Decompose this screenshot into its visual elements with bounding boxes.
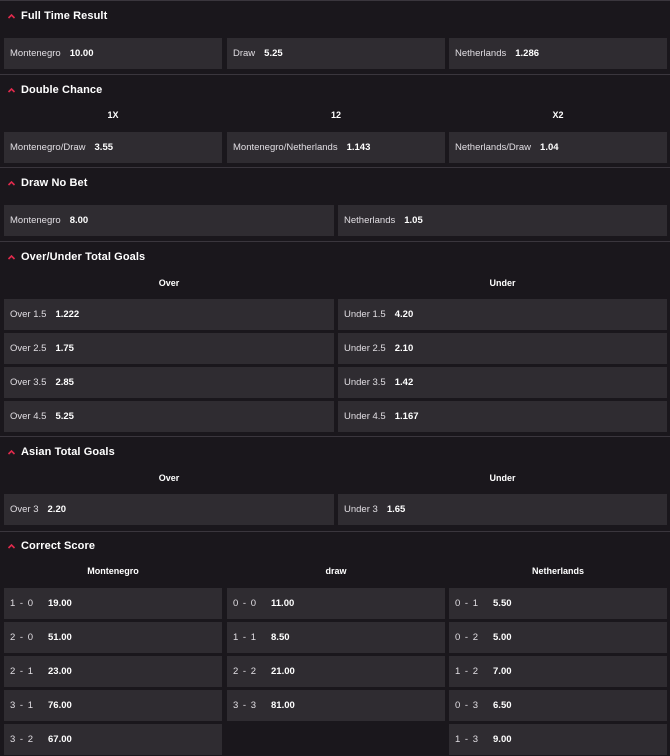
odds-button-over[interactable] <box>4 333 334 364</box>
score-button[interactable] <box>4 724 222 755</box>
odds-value: 76.00 <box>48 700 72 711</box>
odds-value: 2.85 <box>55 377 74 388</box>
selection-label: Over 3 <box>10 504 39 515</box>
odds-button-over[interactable] <box>4 367 334 398</box>
score-button[interactable] <box>449 656 667 687</box>
odds-value: 2.20 <box>47 504 67 515</box>
section-title: Asian Total Goals <box>21 446 115 458</box>
odds-value: 10.00 <box>69 48 94 59</box>
selection-label: Draw <box>233 48 256 59</box>
selection-label: Montenegro/Netherlands <box>233 142 338 153</box>
score-label: 1 - 3 <box>455 734 480 745</box>
column-header-netherlands: Netherlands <box>531 566 584 576</box>
column-header-under: Under <box>489 278 516 288</box>
score-label: 0 - 1 <box>455 598 480 609</box>
correct-score-section <box>0 531 670 756</box>
odds-button-montenegro[interactable] <box>4 38 222 69</box>
odds-button-under[interactable] <box>338 401 667 432</box>
score-label: 0 - 0 <box>233 598 258 609</box>
selection-label: Under 3.5 <box>344 377 386 388</box>
odds-value: 81.00 <box>271 700 295 711</box>
chevron-up-icon <box>7 542 16 551</box>
selection-label: Under 3 <box>344 504 378 515</box>
score-label: 0 - 3 <box>455 700 480 711</box>
draw-no-bet-header[interactable] <box>0 169 670 197</box>
odds-button-netherlands[interactable] <box>449 38 667 69</box>
score-button[interactable] <box>227 690 445 721</box>
asian-total-header[interactable] <box>0 438 670 466</box>
odds-value: 8.50 <box>271 632 290 643</box>
odds-value: 5.00 <box>493 632 512 643</box>
odds-value: 1.75 <box>55 343 74 354</box>
odds-button-over[interactable] <box>4 299 334 330</box>
selection-label: Netherlands/Draw <box>455 142 532 153</box>
column-header: X2 <box>552 110 564 120</box>
odds-button-over[interactable] <box>4 401 334 432</box>
score-label: 1 - 2 <box>455 666 480 677</box>
odds-value: 19.00 <box>48 598 72 609</box>
section-title: Over/Under Total Goals <box>21 251 146 263</box>
double-chance-section <box>0 74 670 167</box>
section-title: Correct Score <box>21 540 96 552</box>
score-label: 3 - 2 <box>10 734 35 745</box>
odds-value: 5.50 <box>493 598 512 609</box>
odds-value: 5.25 <box>55 411 74 422</box>
odds-value: 1.42 <box>394 377 414 388</box>
score-label: 3 - 1 <box>10 700 35 711</box>
score-button[interactable] <box>449 724 667 755</box>
odds-value: 5.25 <box>264 48 283 59</box>
score-button[interactable] <box>4 622 222 653</box>
selection-label: Over 1.5 <box>10 309 47 320</box>
odds-button-over-3[interactable] <box>4 494 334 525</box>
score-label: 2 - 1 <box>10 666 35 677</box>
odds-value: 21.00 <box>271 666 295 677</box>
odds-value: 8.00 <box>69 215 89 226</box>
odds-button-under[interactable] <box>338 367 667 398</box>
selection-label: Over 4.5 <box>10 411 47 422</box>
score-label: 0 - 2 <box>455 632 480 643</box>
odds-value: 67.00 <box>48 734 72 745</box>
score-button[interactable] <box>4 690 222 721</box>
odds-value: 3.55 <box>94 142 114 153</box>
selection-label: Netherlands <box>455 48 507 59</box>
correct-score-header[interactable] <box>0 532 670 560</box>
odds-value: 1.286 <box>515 48 540 59</box>
odds-value: 7.00 <box>493 666 512 677</box>
chevron-up-icon <box>7 179 16 188</box>
score-button[interactable] <box>227 588 445 619</box>
odds-value: 1.222 <box>55 309 80 320</box>
chevron-up-icon <box>7 86 16 95</box>
selection-label: Montenegro <box>10 48 61 59</box>
selection-label: Montenegro <box>10 215 61 226</box>
column-header-over: Over <box>158 278 180 288</box>
full-time-result-header[interactable] <box>0 2 670 30</box>
odds-button-montenegro-draw[interactable] <box>4 132 222 163</box>
odds-button-netherlands[interactable] <box>338 205 667 236</box>
chevron-up-icon <box>7 448 16 457</box>
odds-button-under-3[interactable] <box>338 494 667 525</box>
score-label: 2 - 0 <box>10 632 35 643</box>
draw-no-bet-section <box>0 167 670 241</box>
odds-value: 1.65 <box>386 504 406 515</box>
column-header: 12 <box>330 110 341 120</box>
over-under-header[interactable] <box>0 243 670 271</box>
score-label: 1 - 0 <box>10 598 35 609</box>
selection-label: Over 3.5 <box>10 377 47 388</box>
odds-value: 1.04 <box>540 142 559 153</box>
odds-button-draw[interactable] <box>227 38 445 69</box>
odds-value: 11.00 <box>271 598 295 609</box>
odds-value: 2.10 <box>394 343 414 354</box>
score-button[interactable] <box>449 622 667 653</box>
odds-value: 9.00 <box>493 734 512 745</box>
selection-label: Montenegro/Draw <box>10 142 86 153</box>
odds-value: 1.143 <box>346 142 371 153</box>
column-header-under: Under <box>489 473 516 483</box>
full-time-result-section <box>0 0 670 74</box>
odds-button-netherlands-draw[interactable] <box>449 132 667 163</box>
odds-value: 23.00 <box>48 666 72 677</box>
odds-value: 1.05 <box>404 215 423 226</box>
section-title: Draw No Bet <box>21 177 88 189</box>
score-button[interactable] <box>4 588 222 619</box>
selection-label: Under 4.5 <box>344 411 386 422</box>
odds-button-under[interactable] <box>338 299 667 330</box>
odds-value: 4.20 <box>394 309 414 320</box>
selection-label: Over 2.5 <box>10 343 47 354</box>
score-button[interactable] <box>227 622 445 653</box>
selection-label: Under 1.5 <box>344 309 386 320</box>
column-header: 1X <box>107 110 119 120</box>
odds-button-montenegro-netherlands[interactable] <box>227 132 445 163</box>
section-title: Double Chance <box>21 84 103 96</box>
score-button[interactable] <box>449 588 667 619</box>
odds-button-montenegro[interactable] <box>4 205 334 236</box>
selection-label: Under 2.5 <box>344 343 386 354</box>
odds-value: 51.00 <box>48 632 72 643</box>
asian-total-section <box>0 436 670 531</box>
double-chance-header[interactable] <box>0 76 670 104</box>
chevron-up-icon <box>7 253 16 262</box>
score-button[interactable] <box>449 690 667 721</box>
score-label: 1 - 1 <box>233 632 258 643</box>
column-header-draw: draw <box>325 566 347 576</box>
column-header-montenegro: Montenegro <box>87 566 139 576</box>
selection-label: Netherlands <box>344 215 396 226</box>
section-title: Full Time Result <box>21 10 108 22</box>
odds-value: 1.167 <box>394 411 419 422</box>
score-button[interactable] <box>227 656 445 687</box>
score-button[interactable] <box>4 656 222 687</box>
over-under-section <box>0 241 670 436</box>
score-label: 3 - 3 <box>233 700 258 711</box>
score-label: 2 - 2 <box>233 666 258 677</box>
odds-button-under[interactable] <box>338 333 667 364</box>
column-header-over: Over <box>158 473 180 483</box>
chevron-up-icon <box>7 12 16 21</box>
odds-value: 6.50 <box>493 700 512 711</box>
